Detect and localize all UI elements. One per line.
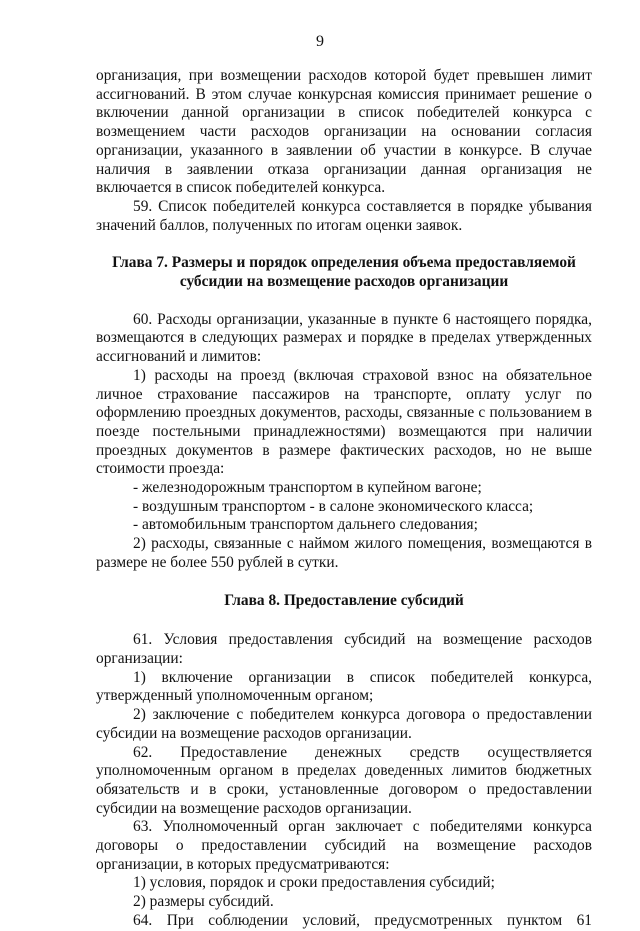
paragraph-60-bullet-rail: - железнодорожным транспортом в купейном вагоне;	[133, 479, 482, 497]
paragraph-63-item-1: 1) условия, порядок и сроки предоставления субсидий;	[133, 874, 495, 892]
paragraph-61: 61. Условия предоставления субсидий на возмещение расходов организации:	[96, 631, 592, 667]
paragraph-61-item-2: 2) заключение с победителем конкурса договора о предоставлении субсидии на возмещение расходов организации.	[96, 706, 592, 742]
paragraph-61-item-1: 1) включение организации в список победителей конкурса, утвержденный уполномоченным органом;	[96, 668, 592, 705]
paragraph-60-bullet-road: - автомобильным транспортом дальнего следования;	[133, 516, 478, 534]
chapter-8-heading: Глава 8. Предоставление субсидий	[224, 591, 464, 609]
document-body	[96, 67, 592, 931]
paragraph-59: 59. Список победителей конкурса составляется в порядке убывания значений баллов, полученных по итогам оценки заявок.	[96, 197, 592, 234]
paragraph-60: 60. Расходы организации, указанные в пункте 6 настоящего порядка, возмещаются в следующих размерах и порядке в пределах утвержденных ассигнований и лимитов:	[96, 310, 592, 366]
paragraph-62: 62. Предоставление денежных средств осуществляется уполномоченным органом в пределах доведенных лимитов бюджетных обязательств и в сроки, установленные договором о предоставлении субсидии на возмещение расходов организации.	[96, 743, 592, 817]
paragraph-64: 64. При соблюдении условий, предусмотренных пунктом 61	[133, 911, 592, 929]
paragraph-continuation: организация, при возмещении расходов которой будет превышен лимит ассигнований. В этом случае конкурсная комиссия принимает решение о включении данной организации в список победителей конкурса с возмещением части расходов организации на основании согласия организации, указанного в заявлении об участии в конкурсе. В случае наличия в заявлении отказа организации данная организация не включается в список победителей конкурса.	[96, 67, 592, 197]
paragraph-60-item-2: 2) расходы, связанные с наймом жилого помещения, возмещаются в размере не более 550 рублей в сутки.	[96, 535, 592, 571]
page-number: 9	[316, 33, 324, 50]
paragraph-63: 63. Уполномоченный орган заключает с победителями конкурса договоры о предоставлении субсидий на возмещение расходов организации, в которых предусматриваются:	[96, 818, 592, 873]
paragraph-63-item-2: 2) размеры субсидий.	[133, 893, 274, 911]
chapter-7-heading: Глава 7. Размеры и порядок определения объема предоставляемой субсидии на возмещение расходов организации	[112, 254, 576, 291]
paragraph-60-bullet-air: - воздушным транспортом - в салоне экономического класса;	[133, 497, 534, 515]
paragraph-60-item-1: 1) расходы на проезд (включая страховой взнос на обязательное личное страхование пассажиров на транспорте, оплату услуг по оформлению проездных документов, расходы, связанные с пользованием в поезде постельными принадлежностями) возмещаются при наличии проездных документов в размере фактических расходов, но не выше стоимости проезда:	[96, 366, 592, 478]
